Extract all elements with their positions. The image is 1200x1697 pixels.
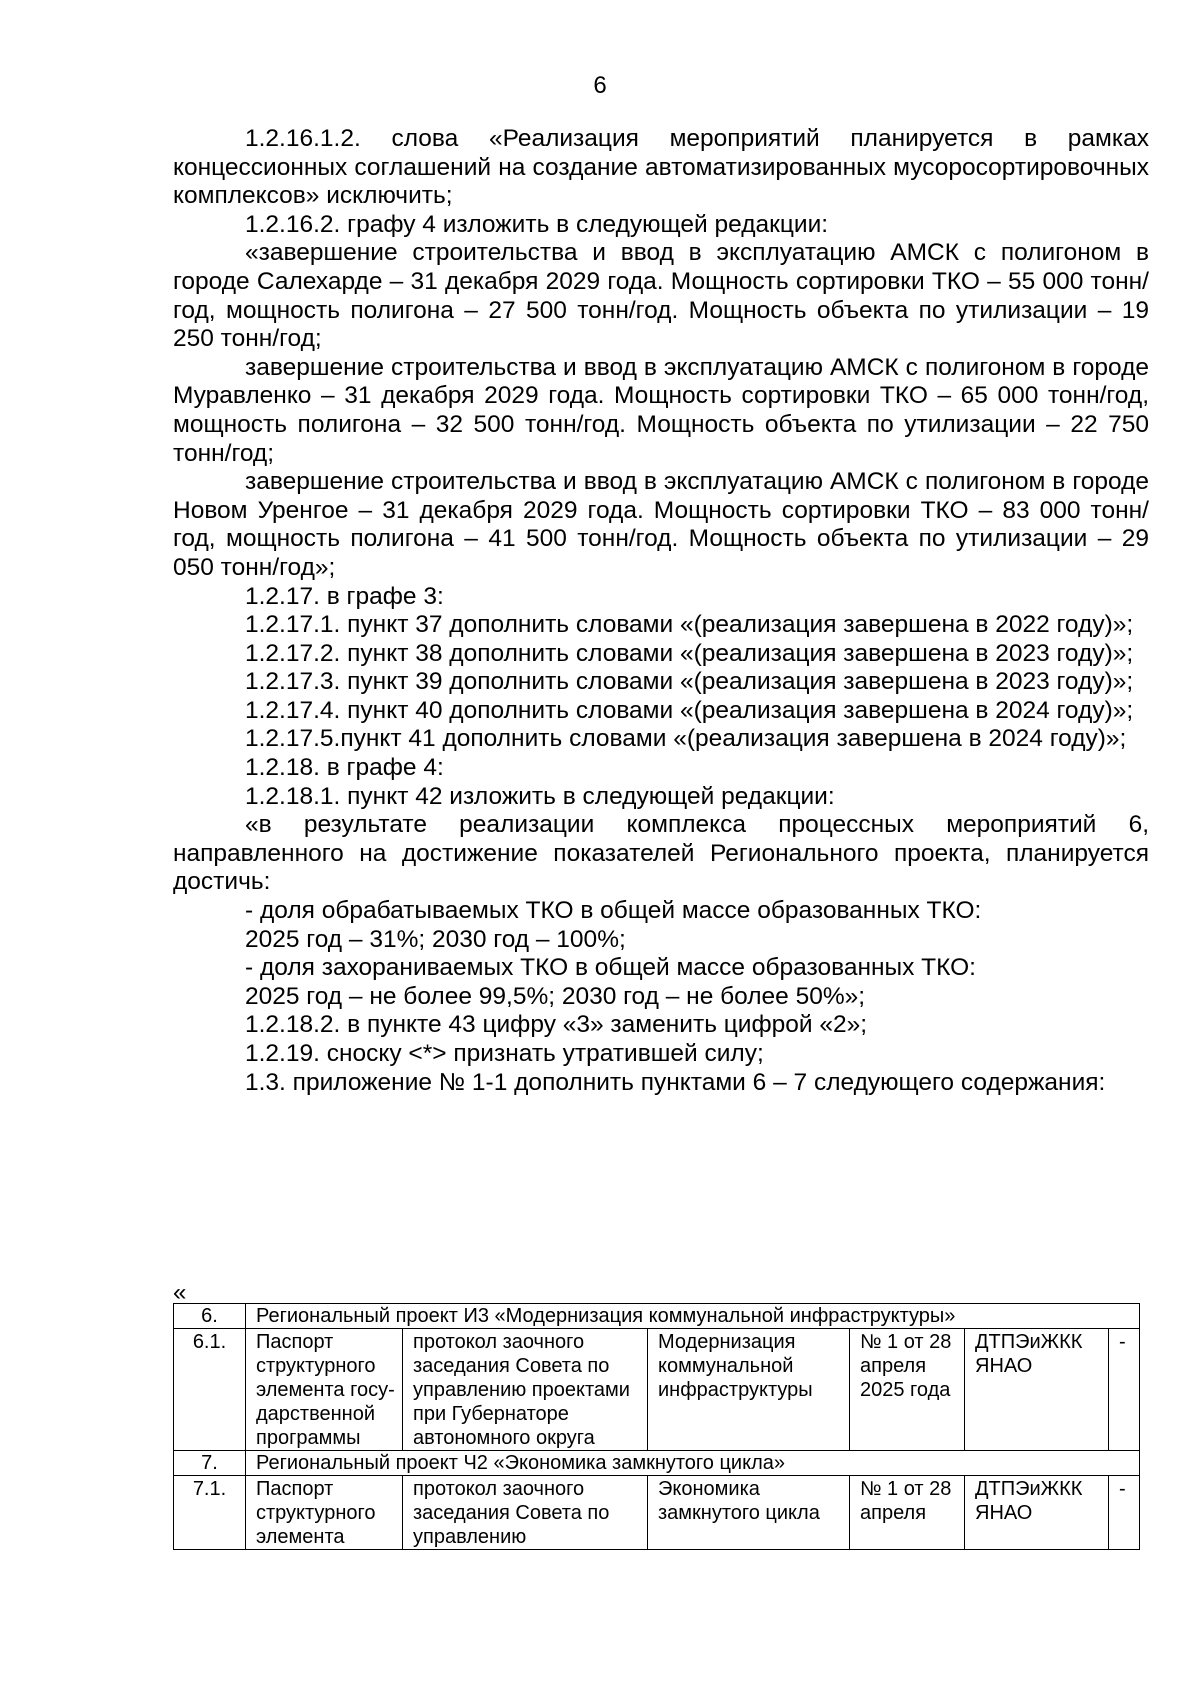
section-title: Региональный проект Ч2 «Экономика замкнутого цикла»: [246, 1451, 1140, 1476]
opening-quote: «: [173, 1279, 187, 1306]
table-row: [174, 1476, 1140, 1550]
paragraph: 1.2.18.2. в пункте 43 цифру «3» заменить цифрой «2»;: [245, 1011, 868, 1039]
note-cell: -: [1109, 1329, 1140, 1451]
table-row: [174, 1304, 1140, 1329]
paragraph: 2025 год – не более 99,5%; 2030 год – не более 50%»;: [245, 982, 866, 1010]
paragraph: - доля захораниваемых ТКО в общей массе образованных ТКО:: [245, 954, 976, 982]
element-name-cell: Экономика замкнутого цикла: [648, 1476, 850, 1550]
paragraph: 1.2.17. в графе 3:: [245, 582, 444, 610]
paragraph: «в результате реализации комплекса процессных мероприятий 6, направленного на достижение показателей Регионального проекта, планируется достичь:: [173, 811, 1149, 896]
row-number: 6.1.: [174, 1329, 246, 1451]
section-title: Региональный проект И3 «Модернизация коммунальной инфраструктуры»: [246, 1304, 1140, 1329]
paragraph: 1.3. приложение № 1-1 дополнить пунктами 6 – 7 следующего содержания:: [245, 1068, 1106, 1096]
row-number: 7.: [174, 1451, 246, 1476]
approval-doc-cell: протокол заочного заседания Совета по управлению: [403, 1476, 648, 1550]
responsible-cell: ДТПЭиЖКК ЯНАО: [965, 1329, 1109, 1451]
document-type-cell: Паспорт структурного элемента: [246, 1476, 403, 1550]
approval-doc-cell: протокол заочного заседания Совета по управлению проектами при Губернаторе автономного округа: [403, 1329, 648, 1451]
doc-number-date-cell: № 1 от 28 апреля 2025 года: [850, 1329, 965, 1451]
paragraph: 1.2.16.2. графу 4 изложить в следующей редакции:: [245, 210, 829, 238]
paragraph: 1.2.18. в графе 4:: [245, 754, 444, 782]
row-number: 7.1.: [174, 1476, 246, 1550]
page-number: 6: [593, 72, 607, 99]
paragraph: 1.2.19. сноску <*> признать утратившей силу;: [245, 1040, 764, 1067]
paragraph: 1.2.16.1.2. слова «Реализация мероприятий планируется в рамках концессионных соглашений на создание автоматизированных мусоросортировочных комплексов» исключить;: [173, 125, 1149, 210]
paragraph: - доля обрабатываемых ТКО в общей массе образованных ТКО:: [245, 897, 982, 925]
paragraph: 2025 год – 31%; 2030 год – 100%;: [245, 925, 626, 953]
paragraph: 1.2.17.5.пункт 41 дополнить словами «(реализация завершена в 2024 году)»;: [245, 725, 1127, 753]
paragraph: 1.2.17.1. пункт 37 дополнить словами «(реализация завершена в 2022 году)»;: [245, 611, 1134, 639]
document-type-cell: Паспорт структурного элемента госу-дарственной программы: [246, 1329, 403, 1451]
appendix-table: [173, 1303, 1140, 1550]
paragraph: «завершение строительства и ввод в эксплуатацию АМСК с полигоном в городе Салехарде – 31 декабря 2029 года. Мощность сортировки ТКО – 55 000 тонн/год, мощность полигона – 27 500 тонн/год. Мощность объекта по утилизации – 19 250 тонн/год;: [173, 239, 1149, 353]
note-cell: -: [1109, 1476, 1140, 1550]
paragraph: завершение строительства и ввод в эксплуатацию АМСК с полигоном в городе Новом Уренгое – 31 декабря 2029 года. Мощность сортировки ТКО – 83 000 тонн/год, мощность полигона – 41 500 тонн/год. Мощность объекта по утилизации – 29 050 тонн/год»;: [173, 468, 1149, 581]
paragraph: завершение строительства и ввод в эксплуатацию АМСК с полигоном в городе Муравленко – 31 декабря 2029 года. Мощность сортировки ТКО – 65 000 тонн/год, мощность полигона – 32 500 тонн/год. Мощность объекта по утилизации – 22 750 тонн/год;: [173, 353, 1149, 467]
table-row: [174, 1329, 1140, 1451]
paragraph: 1.2.17.4. пункт 40 дополнить словами «(реализация завершена в 2024 году)»;: [245, 696, 1134, 724]
doc-number-date-cell: № 1 от 28 апреля: [850, 1476, 965, 1550]
element-name-cell: Модернизация коммунальной инфраструктуры: [648, 1329, 850, 1451]
paragraph: 1.2.17.3. пункт 39 дополнить словами «(реализация завершена в 2023 году)»;: [245, 668, 1134, 696]
responsible-cell: ДТПЭиЖКК ЯНАО: [965, 1476, 1109, 1550]
document-body: [173, 125, 1149, 1097]
table-row: [174, 1451, 1140, 1476]
paragraph: 1.2.17.2. пункт 38 дополнить словами «(реализация завершена в 2023 году)»;: [245, 639, 1134, 667]
row-number: 6.: [174, 1304, 246, 1329]
paragraph: 1.2.18.1. пункт 42 изложить в следующей редакции:: [245, 782, 835, 810]
